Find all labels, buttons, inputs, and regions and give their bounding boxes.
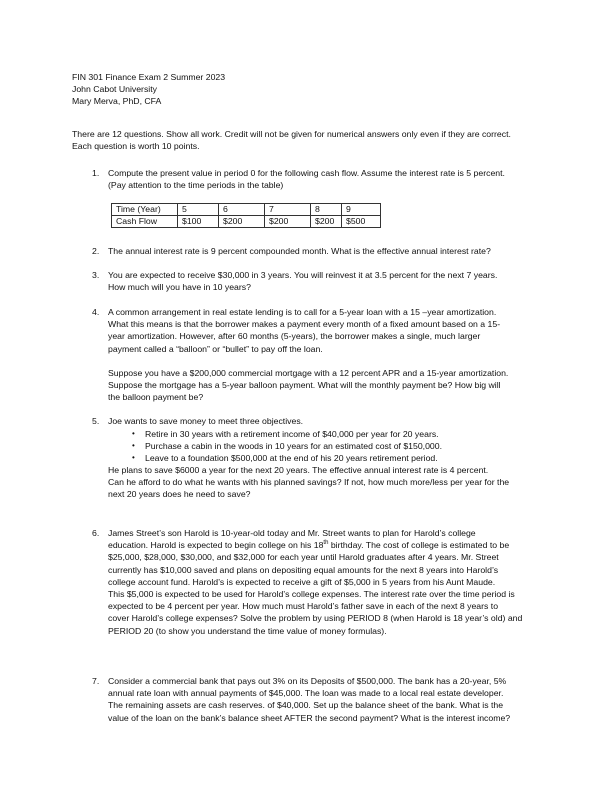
- table-cell: $200: [219, 216, 265, 228]
- question-number: 7.: [92, 676, 100, 686]
- question-text-line: payment called a “balloon” or “bullet” to pay off the loan.: [108, 343, 323, 354]
- question-number: 1.: [92, 168, 100, 178]
- question-text-line: Suppose you have a $200,000 commercial mortgage with a 12 percent APR and a 15-year amortization.: [108, 368, 509, 378]
- question-text-line: James Street’s son Harold is 10-year-old today and Mr. Street wants to plan for Harold’s college: [108, 528, 476, 538]
- table-cell: $500: [342, 216, 381, 228]
- cash-flow-table: [111, 203, 381, 228]
- question-text-line: value of the loan on the bank’s balance sheet AFTER the second payment? What is the interest income?: [108, 712, 511, 723]
- table-cell: 7: [265, 204, 311, 216]
- table-cell: 5: [178, 204, 219, 216]
- question-text-line: Can he afford to do what he wants with his planned savings? If not, how much more/less per year for the: [108, 477, 510, 488]
- question-text-line: Suppose the mortgage has a 5-year balloon payment. What will the monthly payment be? How big will: [108, 380, 501, 391]
- bullet-icon: •: [132, 441, 135, 451]
- question-number: 3.: [92, 270, 100, 280]
- table-row: [112, 216, 381, 228]
- header-line: John Cabot University: [72, 84, 157, 95]
- question-text-line: The annual interest rate is 9 percent compounded month. What is the effective annual interest rate?: [108, 246, 491, 256]
- question-text-line: cover Harold’s college expenses? Solve the problem by using PERIOD 8 (when Harold is 18 year’s old) and: [108, 613, 523, 624]
- question-text-line: Joe wants to save money to meet three objectives.: [108, 416, 304, 426]
- question-text-line: The remaining assets are cash reserves. of $40,000. Set up the balance sheet of the bank. What is the: [108, 700, 504, 711]
- question-text-line: You are expected to receive $30,000 in 3 years. You will reinvest it at 3.5 percent for the next 7 years.: [108, 270, 498, 280]
- table-cell: 8: [311, 204, 342, 216]
- table-cell: Time (Year): [112, 204, 178, 216]
- table-row: [112, 204, 381, 216]
- question-text-line: college account fund. Harold’s is expected to receive a gift of $5,000 in 5 years from his Aunt Maude.: [108, 576, 496, 587]
- header-line: FIN 301 Finance Exam 2 Summer 2023: [72, 72, 226, 82]
- question-text-line: He plans to save $6000 a year for the next 20 years. The effective annual interest rate is 4 percent.: [108, 465, 489, 475]
- table-cell: $200: [265, 216, 311, 228]
- bullet-item: Retire in 30 years with a retirement income of $40,000 per year for 20 years.: [145, 429, 439, 439]
- bullet-item: Purchase a cabin in the woods in 10 years for an estimated cost of $150,000.: [145, 441, 443, 452]
- question-text-line: Compute the present value in period 0 for the following cash flow. Assume the interest rate is 5 percent.: [108, 168, 505, 178]
- question-number: 2.: [92, 246, 100, 256]
- question-text-line: $25,000, $28,000, $30,000, and $32,000 for each year until Harold graduates after 4 years. Mr. Street: [108, 552, 499, 563]
- instructions-line: Each question is worth 10 points.: [72, 141, 200, 152]
- question-text-line: This $5,000 is expected to be used for Harold’s college expenses. The interest rate over the time period is: [108, 589, 515, 599]
- question-text-line: expected to be 4 percent per year. How much must Harold’s father save in each of the next 8 years to: [108, 601, 499, 612]
- question-text-line: PERIOD 20 (to show you understand the time value of money formulas).: [108, 625, 387, 636]
- question-text-line: education. Harold is expected to begin college on his 18th birthday. The cost of college is estimated to be: [108, 540, 510, 551]
- question-text-line: the balloon payment be?: [108, 392, 204, 403]
- question-text-line: A common arrangement in real estate lending is to call for a 5-year loan with a 15 –year amortization.: [108, 307, 497, 317]
- question-text-line: annual rate loan with annual payments of $45,000. The loan was made to a local real estate developer.: [108, 688, 504, 699]
- bullet-icon: •: [132, 453, 135, 463]
- bullet-icon: •: [132, 429, 135, 438]
- question-number: 4.: [92, 307, 100, 317]
- question-text-line: How much will you have in 10 years?: [108, 282, 251, 293]
- question-number: 6.: [92, 528, 100, 538]
- instructions-line: There are 12 questions. Show all work. Credit will not be given for numerical answers only even if they are correct.: [72, 129, 511, 139]
- bullet-item: Leave to a foundation $500,000 at the end of his 20 years retirement period.: [145, 453, 438, 464]
- table-cell: 9: [342, 204, 381, 216]
- question-text-line: currently has $10,000 saved and plans on depositing equal amounts for the next 8 years into Harold’s: [108, 564, 499, 575]
- table-cell: $200: [311, 216, 342, 228]
- table-cell: Cash Flow: [112, 216, 178, 228]
- question-text-line: Consider a commercial bank that pays out 3% on its Deposits of $500,000. The bank has a 20-year, 5%: [108, 676, 507, 686]
- question-text-line: year amortization. However, after 60 months (5-years), the borrower makes a single, much larger: [108, 331, 481, 342]
- question-text-line: (Pay attention to the time periods in the table): [108, 180, 284, 191]
- table-cell: 6: [219, 204, 265, 216]
- question-text-line: What this means is that the borrower makes a payment every month of a fixed amount based on a 15-: [108, 319, 501, 330]
- table-cell: $100: [178, 216, 219, 228]
- question-number: 5.: [92, 416, 100, 426]
- header-line: Mary Merva, PhD, CFA: [72, 96, 162, 107]
- question-text-line: next 20 years does he need to save?: [108, 489, 251, 500]
